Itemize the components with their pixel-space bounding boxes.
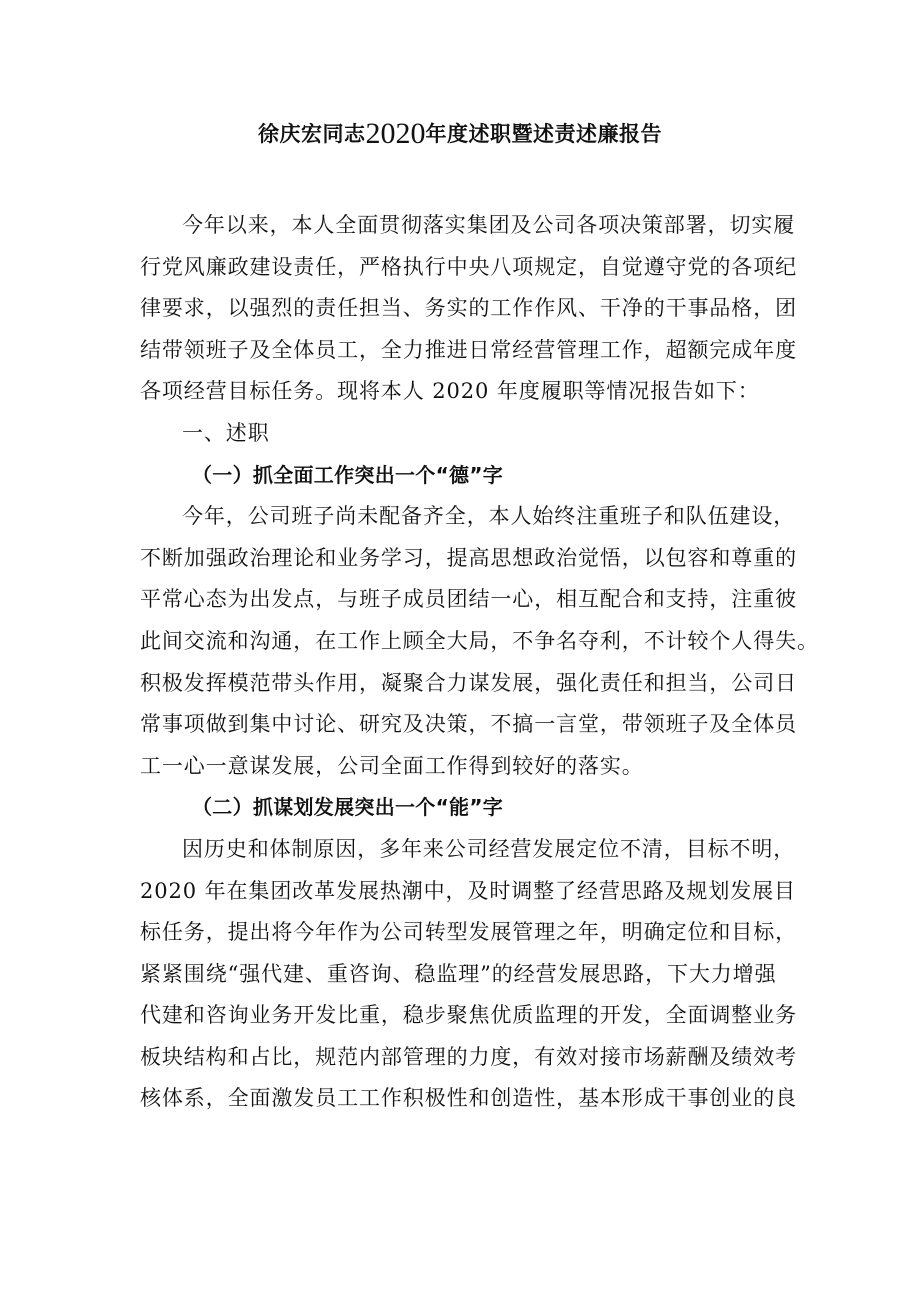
report-body: [140, 205, 819, 1120]
section-heading-1: 一、述职: [182, 420, 270, 445]
paragraph-neng-line: 代建和咨询业务开发比重，稳步聚焦优质监理的开发，全面调整业务: [140, 1003, 797, 1028]
paragraph-de-line: 积极发挥模范带头作用，凝聚合力谋发展，强化责任和担当，公司日: [140, 670, 797, 695]
paragraph-neng-line: 板块结构和占比，规范内部管理的力度，有效对接市场薪酬及绩效考: [140, 1044, 797, 1069]
title-suffix: 年度述职暨述责述廉报告: [425, 122, 662, 146]
paragraph-de-line: 工一心一意谋发展，公司全面工作得到较好的落实。: [140, 753, 644, 778]
paragraph-neng-line: 标任务，提出将今年作为公司转型发展管理之年，明确定位和目标，: [140, 920, 797, 945]
title-year: 2020: [365, 117, 426, 150]
title-prefix: 徐庆宏同志: [258, 122, 366, 146]
paragraph-de-line: 此间交流和沟通，在工作上顾全大局，不争名夺利，不计较个人得失。: [140, 628, 819, 653]
paragraph-intro-line: 各项经营目标任务。现将本人 2020 年度履职等情况报告如下：: [140, 379, 760, 404]
paragraph-de-line: 今年，公司班子尚未配备齐全，本人始终注重班子和队伍建设，: [182, 504, 796, 529]
paragraph-de-line: 不断加强政治理论和业务学习，提高思想政治觉悟，以包容和尊重的: [140, 545, 797, 570]
paragraph-intro-line: 行党风廉政建设责任，严格执行中央八项规定，自觉遵守党的各项纪: [140, 254, 797, 279]
paragraph-intro-line: 结带领班子及全体员工，全力推进日常经营管理工作，超额完成年度: [140, 337, 797, 362]
subsection-heading-2: （二）抓谋划发展突出一个“能”字: [192, 795, 504, 820]
paragraph-intro-line: 律要求，以强烈的责任担当、务实的工作作风、干净的干事品格，团: [140, 296, 797, 321]
paragraph-neng-line: 因历史和体制原因，多年来公司经营发展定位不清，目标不明，: [182, 836, 796, 861]
paragraph-intro-line: 今年以来，本人全面贯彻落实集团及公司各项决策部署，切实履: [182, 213, 796, 237]
paragraph-neng-line: 紧紧围绕“强代建、重咨询、稳监理”的经营发展思路，下大力增强: [140, 961, 777, 986]
subsection-heading-1: （一）抓全面工作突出一个“德”字: [192, 462, 504, 487]
paragraph-de-line: 平常心态为出发点，与班子成员团结一心，相互配合和支持，注重彼: [140, 587, 797, 612]
report-title: [0, 114, 920, 154]
paragraph-neng-line: 2020 年在集团改革发展热潮中，及时调整了经营思路及规划发展目: [140, 878, 796, 903]
paragraph-neng-line: 核体系，全面激发员工工作积极性和创造性，基本形成干事创业的良: [140, 1086, 797, 1111]
paragraph-de-line: 常事项做到集中讨论、研究及决策，不搞一言堂，带领班子及全体员: [140, 712, 797, 737]
